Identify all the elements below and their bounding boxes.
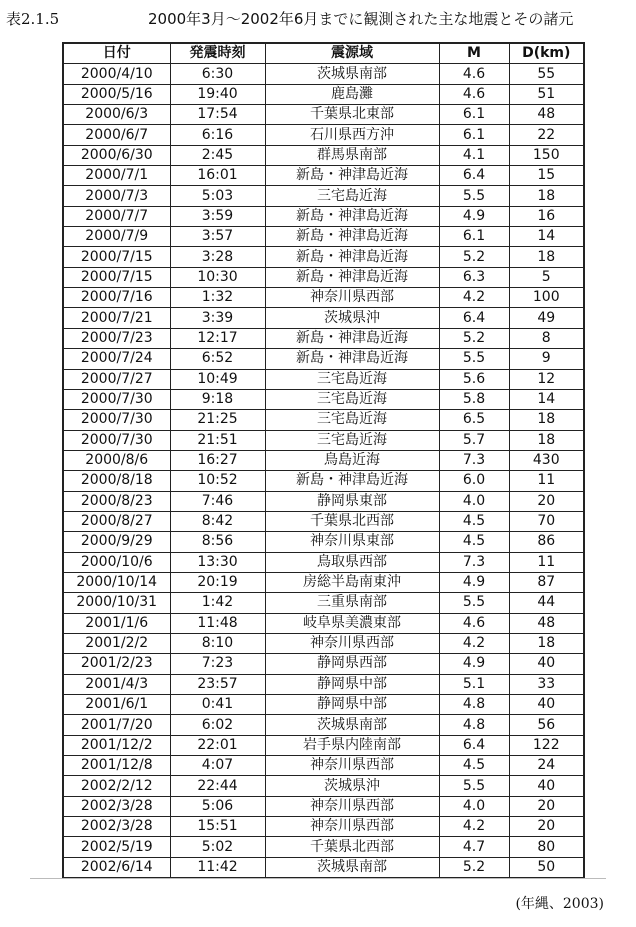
- cell-time: 8:42: [170, 511, 265, 531]
- cell-magnitude: 5.2: [439, 247, 509, 267]
- cell-depth: 20: [509, 817, 584, 837]
- cell-depth: 56: [509, 715, 584, 735]
- table-row: [63, 572, 584, 592]
- cell-time: 6:30: [170, 64, 265, 84]
- cell-region: 茨城県南部: [265, 715, 439, 735]
- table-row: [63, 145, 584, 165]
- cell-magnitude: 5.5: [439, 776, 509, 796]
- header-region: 震源域: [265, 43, 439, 64]
- cell-region: 鳥島近海: [265, 450, 439, 470]
- cell-region: 三宅島近海: [265, 369, 439, 389]
- cell-depth: 122: [509, 735, 584, 755]
- cell-date: 2001/4/3: [63, 674, 170, 694]
- cell-magnitude: 4.6: [439, 84, 509, 104]
- cell-date: 2001/1/6: [63, 613, 170, 633]
- cell-magnitude: 4.9: [439, 572, 509, 592]
- cell-depth: 11: [509, 471, 584, 491]
- table-row: [63, 349, 584, 369]
- cell-date: 2002/3/28: [63, 796, 170, 816]
- cell-region: 三宅島近海: [265, 410, 439, 430]
- cell-region: 千葉県北東部: [265, 105, 439, 125]
- cell-region: 千葉県北西部: [265, 837, 439, 857]
- table-row: [63, 613, 584, 633]
- header-depth: D(km): [509, 43, 584, 64]
- cell-time: 6:52: [170, 349, 265, 369]
- cell-date: 2000/7/24: [63, 349, 170, 369]
- cell-date: 2002/6/14: [63, 857, 170, 878]
- cell-depth: 8: [509, 328, 584, 348]
- cell-magnitude: 4.1: [439, 145, 509, 165]
- cell-time: 13:30: [170, 552, 265, 572]
- cell-magnitude: 6.3: [439, 267, 509, 287]
- table-row: [63, 593, 584, 613]
- cell-time: 16:01: [170, 166, 265, 186]
- cell-region: 三宅島近海: [265, 389, 439, 409]
- cell-region: 千葉県北西部: [265, 511, 439, 531]
- table-row: [63, 491, 584, 511]
- cell-date: 2000/9/29: [63, 532, 170, 552]
- cell-depth: 18: [509, 247, 584, 267]
- cell-time: 11:48: [170, 613, 265, 633]
- cell-magnitude: 4.5: [439, 532, 509, 552]
- cell-region: 静岡県西部: [265, 654, 439, 674]
- table-row: [63, 288, 584, 308]
- cell-time: 16:27: [170, 450, 265, 470]
- cell-time: 17:54: [170, 105, 265, 125]
- cell-magnitude: 4.2: [439, 288, 509, 308]
- cell-region: 静岡県中部: [265, 695, 439, 715]
- cell-region: 岐阜県美濃東部: [265, 613, 439, 633]
- table-row: [63, 654, 584, 674]
- cell-region: 神奈川県東部: [265, 532, 439, 552]
- table-row: [63, 308, 584, 328]
- cell-depth: 86: [509, 532, 584, 552]
- table-row: [63, 369, 584, 389]
- cell-time: 22:01: [170, 735, 265, 755]
- cell-magnitude: 4.0: [439, 491, 509, 511]
- cell-time: 22:44: [170, 776, 265, 796]
- table-row: [63, 267, 584, 287]
- table-row: [63, 674, 584, 694]
- cell-depth: 12: [509, 369, 584, 389]
- cell-region: 神奈川県西部: [265, 288, 439, 308]
- table-body: [63, 64, 584, 878]
- cell-depth: 40: [509, 776, 584, 796]
- cell-depth: 100: [509, 288, 584, 308]
- cell-depth: 150: [509, 145, 584, 165]
- cell-depth: 87: [509, 572, 584, 592]
- cell-time: 12:17: [170, 328, 265, 348]
- cell-depth: 51: [509, 84, 584, 104]
- cell-time: 10:52: [170, 471, 265, 491]
- cell-magnitude: 5.1: [439, 674, 509, 694]
- cell-time: 20:19: [170, 572, 265, 592]
- cell-region: 房総半島南東沖: [265, 572, 439, 592]
- cell-time: 5:02: [170, 837, 265, 857]
- cell-time: 23:57: [170, 674, 265, 694]
- header-date: 日付: [63, 43, 170, 64]
- cell-magnitude: 4.2: [439, 817, 509, 837]
- cell-region: 新島・神津島近海: [265, 328, 439, 348]
- cell-time: 1:32: [170, 288, 265, 308]
- cell-region: 茨城県南部: [265, 857, 439, 878]
- cell-region: 静岡県中部: [265, 674, 439, 694]
- cell-region: 神奈川県西部: [265, 817, 439, 837]
- table-row: [63, 633, 584, 653]
- table-row: [63, 186, 584, 206]
- cell-region: 神奈川県西部: [265, 633, 439, 653]
- cell-date: 2000/8/23: [63, 491, 170, 511]
- cell-region: 新島・神津島近海: [265, 471, 439, 491]
- cell-magnitude: 6.1: [439, 105, 509, 125]
- table-row: [63, 715, 584, 735]
- cell-time: 4:07: [170, 756, 265, 776]
- cell-time: 19:40: [170, 84, 265, 104]
- cell-region: 神奈川県西部: [265, 756, 439, 776]
- cell-depth: 16: [509, 206, 584, 226]
- cell-time: 3:28: [170, 247, 265, 267]
- cell-region: 茨城県沖: [265, 308, 439, 328]
- cell-region: 神奈川県西部: [265, 796, 439, 816]
- cell-date: 2000/7/15: [63, 247, 170, 267]
- cell-magnitude: 5.7: [439, 430, 509, 450]
- cell-date: 2000/6/3: [63, 105, 170, 125]
- cell-time: 3:59: [170, 206, 265, 226]
- cell-date: 2000/8/18: [63, 471, 170, 491]
- table-row: [63, 227, 584, 247]
- cell-magnitude: 4.6: [439, 64, 509, 84]
- cell-date: 2000/7/7: [63, 206, 170, 226]
- earthquake-table: [62, 42, 585, 879]
- cell-region: 新島・神津島近海: [265, 206, 439, 226]
- cell-magnitude: 4.9: [439, 654, 509, 674]
- cell-magnitude: 4.8: [439, 715, 509, 735]
- table-row: [63, 756, 584, 776]
- table-row: [63, 84, 584, 104]
- cell-magnitude: 6.1: [439, 227, 509, 247]
- table-row: [63, 837, 584, 857]
- table-row: [63, 328, 584, 348]
- cell-region: 新島・神津島近海: [265, 227, 439, 247]
- cell-region: 静岡県東部: [265, 491, 439, 511]
- cell-date: 2001/2/23: [63, 654, 170, 674]
- source-citation: (年縄、2003): [515, 896, 604, 912]
- cell-time: 9:18: [170, 389, 265, 409]
- cell-date: 2000/7/23: [63, 328, 170, 348]
- cell-region: 三宅島近海: [265, 430, 439, 450]
- cell-date: 2002/2/12: [63, 776, 170, 796]
- cell-date: 2000/6/7: [63, 125, 170, 145]
- footer-divider: [30, 878, 606, 879]
- cell-depth: 20: [509, 796, 584, 816]
- table-row: [63, 552, 584, 572]
- cell-depth: 40: [509, 695, 584, 715]
- cell-magnitude: 5.2: [439, 857, 509, 878]
- cell-magnitude: 4.0: [439, 796, 509, 816]
- cell-magnitude: 5.5: [439, 349, 509, 369]
- table-row: [63, 125, 584, 145]
- table-row: [63, 532, 584, 552]
- cell-depth: 14: [509, 389, 584, 409]
- cell-region: 新島・神津島近海: [265, 267, 439, 287]
- cell-time: 7:23: [170, 654, 265, 674]
- cell-date: 2000/7/15: [63, 267, 170, 287]
- table-row: [63, 776, 584, 796]
- cell-magnitude: 5.5: [439, 186, 509, 206]
- cell-date: 2000/4/10: [63, 64, 170, 84]
- cell-time: 10:30: [170, 267, 265, 287]
- cell-region: 岩手県内陸南部: [265, 735, 439, 755]
- cell-date: 2002/3/28: [63, 817, 170, 837]
- cell-date: 2000/8/6: [63, 450, 170, 470]
- cell-magnitude: 6.0: [439, 471, 509, 491]
- cell-date: 2001/6/1: [63, 695, 170, 715]
- cell-region: 三宅島近海: [265, 186, 439, 206]
- table-row: [63, 389, 584, 409]
- cell-depth: 44: [509, 593, 584, 613]
- table-row: [63, 430, 584, 450]
- table-title: 2000年3月～2002年6月までに観測された主な地震とその諸元: [148, 10, 574, 28]
- cell-magnitude: 6.4: [439, 735, 509, 755]
- cell-time: 5:03: [170, 186, 265, 206]
- cell-date: 2000/8/27: [63, 511, 170, 531]
- header-time: 発震時刻: [170, 43, 265, 64]
- table-row: [63, 410, 584, 430]
- cell-magnitude: 5.6: [439, 369, 509, 389]
- cell-time: 15:51: [170, 817, 265, 837]
- cell-depth: 18: [509, 410, 584, 430]
- cell-date: 2000/7/30: [63, 410, 170, 430]
- cell-date: 2000/6/30: [63, 145, 170, 165]
- cell-region: 石川県西方沖: [265, 125, 439, 145]
- cell-date: 2001/7/20: [63, 715, 170, 735]
- cell-region: 新島・神津島近海: [265, 349, 439, 369]
- table-caption: [6, 8, 632, 30]
- cell-region: 新島・神津島近海: [265, 166, 439, 186]
- cell-date: 2000/10/6: [63, 552, 170, 572]
- cell-magnitude: 6.4: [439, 166, 509, 186]
- table-row: [63, 206, 584, 226]
- cell-depth: 24: [509, 756, 584, 776]
- table-number: 表2.1.5: [6, 10, 60, 28]
- cell-depth: 15: [509, 166, 584, 186]
- cell-depth: 11: [509, 552, 584, 572]
- cell-depth: 50: [509, 857, 584, 878]
- cell-date: 2001/12/2: [63, 735, 170, 755]
- cell-region: 群馬県南部: [265, 145, 439, 165]
- cell-region: 茨城県南部: [265, 64, 439, 84]
- cell-date: 2000/7/27: [63, 369, 170, 389]
- cell-magnitude: 6.5: [439, 410, 509, 430]
- cell-date: 2001/12/8: [63, 756, 170, 776]
- cell-magnitude: 7.3: [439, 450, 509, 470]
- cell-region: 三重県南部: [265, 593, 439, 613]
- cell-depth: 49: [509, 308, 584, 328]
- cell-magnitude: 7.3: [439, 552, 509, 572]
- cell-time: 6:02: [170, 715, 265, 735]
- cell-magnitude: 4.5: [439, 511, 509, 531]
- cell-magnitude: 4.7: [439, 837, 509, 857]
- cell-time: 3:57: [170, 227, 265, 247]
- table-row: [63, 450, 584, 470]
- cell-depth: 18: [509, 430, 584, 450]
- cell-time: 7:46: [170, 491, 265, 511]
- cell-depth: 80: [509, 837, 584, 857]
- cell-date: 2000/7/21: [63, 308, 170, 328]
- cell-depth: 48: [509, 613, 584, 633]
- cell-date: 2000/10/31: [63, 593, 170, 613]
- table-row: [63, 64, 584, 84]
- cell-magnitude: 4.9: [439, 206, 509, 226]
- cell-time: 8:10: [170, 633, 265, 653]
- cell-magnitude: 4.2: [439, 633, 509, 653]
- cell-depth: 55: [509, 64, 584, 84]
- cell-depth: 5: [509, 267, 584, 287]
- cell-magnitude: 5.5: [439, 593, 509, 613]
- cell-time: 21:25: [170, 410, 265, 430]
- cell-date: 2000/5/16: [63, 84, 170, 104]
- table-row: [63, 857, 584, 878]
- cell-depth: 18: [509, 186, 584, 206]
- cell-date: 2000/7/3: [63, 186, 170, 206]
- cell-date: 2000/10/14: [63, 572, 170, 592]
- cell-depth: 14: [509, 227, 584, 247]
- cell-time: 8:56: [170, 532, 265, 552]
- table-row: [63, 796, 584, 816]
- cell-depth: 40: [509, 654, 584, 674]
- cell-magnitude: 6.4: [439, 308, 509, 328]
- cell-time: 6:16: [170, 125, 265, 145]
- cell-depth: 18: [509, 633, 584, 653]
- cell-magnitude: 4.5: [439, 756, 509, 776]
- table-row: [63, 166, 584, 186]
- cell-date: 2002/5/19: [63, 837, 170, 857]
- cell-date: 2000/7/30: [63, 430, 170, 450]
- table-row: [63, 735, 584, 755]
- cell-date: 2000/7/1: [63, 166, 170, 186]
- cell-time: 0:41: [170, 695, 265, 715]
- table-row: [63, 471, 584, 491]
- cell-depth: 9: [509, 349, 584, 369]
- cell-time: 3:39: [170, 308, 265, 328]
- cell-magnitude: 4.8: [439, 695, 509, 715]
- cell-time: 5:06: [170, 796, 265, 816]
- cell-time: 21:51: [170, 430, 265, 450]
- cell-region: 新島・神津島近海: [265, 247, 439, 267]
- cell-time: 11:42: [170, 857, 265, 878]
- cell-magnitude: 5.2: [439, 328, 509, 348]
- table-row: [63, 817, 584, 837]
- cell-depth: 22: [509, 125, 584, 145]
- cell-depth: 70: [509, 511, 584, 531]
- cell-time: 1:42: [170, 593, 265, 613]
- table-row: [63, 105, 584, 125]
- header-magnitude: M: [439, 43, 509, 64]
- cell-date: 2000/7/16: [63, 288, 170, 308]
- cell-region: 鹿島灘: [265, 84, 439, 104]
- cell-region: 鳥取県西部: [265, 552, 439, 572]
- cell-region: 茨城県沖: [265, 776, 439, 796]
- cell-depth: 33: [509, 674, 584, 694]
- cell-magnitude: 5.8: [439, 389, 509, 409]
- header-row: [63, 43, 584, 64]
- cell-depth: 48: [509, 105, 584, 125]
- cell-time: 2:45: [170, 145, 265, 165]
- table-row: [63, 511, 584, 531]
- cell-date: 2001/2/2: [63, 633, 170, 653]
- table-row: [63, 695, 584, 715]
- cell-date: 2000/7/30: [63, 389, 170, 409]
- cell-time: 10:49: [170, 369, 265, 389]
- table-row: [63, 247, 584, 267]
- cell-magnitude: 6.1: [439, 125, 509, 145]
- cell-magnitude: 4.6: [439, 613, 509, 633]
- cell-depth: 20: [509, 491, 584, 511]
- cell-date: 2000/7/9: [63, 227, 170, 247]
- cell-depth: 430: [509, 450, 584, 470]
